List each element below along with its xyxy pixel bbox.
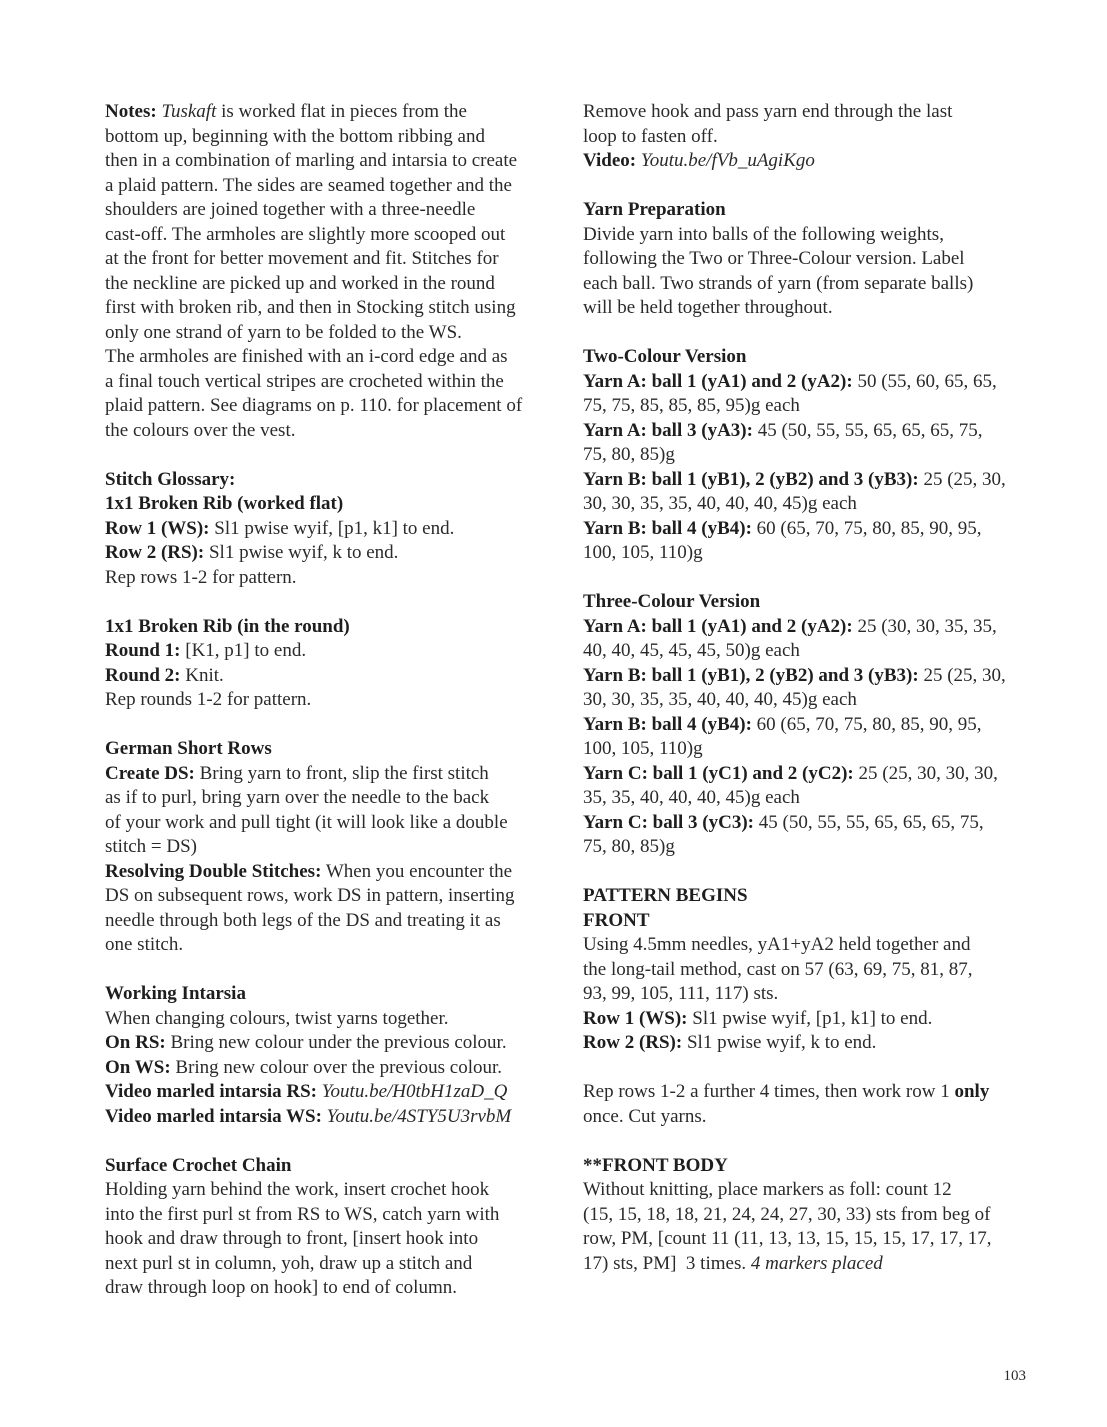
body-text: stitch = DS) <box>105 836 197 857</box>
emphasis-only: only <box>954 1081 990 1102</box>
yarn-weights: 25 (25, 30, <box>918 664 1006 686</box>
row-label: Row 2 (RS): <box>583 1032 683 1053</box>
video-link[interactable]: Youtu.be/fVb_uAgiKgo <box>636 150 815 171</box>
surface-crochet-section <box>105 1154 547 1301</box>
body-text: Rep rows 1-2 a further 4 times, then work row 1 <box>583 1081 955 1102</box>
body-text: the long-tail method, cast on 57 (63, 69, 75, 81, 87, <box>583 958 973 980</box>
notes-line: bottom up, beginning with the bottom ribbing and <box>105 125 485 147</box>
create-ds-label: Create DS: <box>105 762 195 784</box>
resolving-label: Resolving Double Stitches: <box>105 860 322 882</box>
page-number: 103 <box>1003 1368 1026 1384</box>
surface-crochet-heading: Surface Crochet Chain <box>105 1154 292 1176</box>
yarn-label: Yarn A: ball 1 (yA1) and 2 (yA2): <box>583 370 853 392</box>
body-text: When you encounter the <box>321 860 513 882</box>
row-label: Row 2 (RS): <box>105 542 205 563</box>
markers-placed-note: 4 markers placed <box>750 1252 883 1274</box>
row-text: Sl1 pwise wyif, k to end. <box>204 542 399 563</box>
body-text: Bring new colour under the previous colour. <box>165 1032 507 1053</box>
body-text: Using 4.5mm needles, yA1+yA2 held together and <box>583 934 971 955</box>
round-text: [K1, p1] to end. <box>180 640 307 661</box>
german-short-rows-heading: German Short Rows <box>105 738 272 759</box>
yarn-label: Yarn A: ball 1 (yA1) and 2 (yA2): <box>583 615 853 637</box>
yarn-weights: 45 (50, 55, 55, 65, 65, 65, 75, <box>754 811 984 833</box>
notes-line: only one strand of yarn to be folded to the WS. <box>105 321 462 343</box>
glossary-heading: Stitch Glossary: <box>105 468 236 490</box>
german-short-rows-section <box>105 737 547 958</box>
body-text: Bring yarn to front, slip the first stitch <box>194 762 489 784</box>
broken-rib-flat-heading: 1x1 Broken Rib (worked flat) <box>105 493 344 514</box>
yarn-preparation-section <box>583 198 1025 321</box>
body-text: 93, 99, 105, 111, 117) sts. <box>583 983 779 1004</box>
body-text: Holding yarn behind the work, insert crochet hook <box>105 1179 490 1200</box>
working-intarsia-heading: Working Intarsia <box>105 983 246 1004</box>
right-column <box>583 100 1025 1276</box>
three-colour-heading: Three-Colour Version <box>583 591 761 612</box>
row-label: Row 1 (WS): <box>105 517 210 539</box>
yarn-weights: 45 (50, 55, 55, 65, 65, 65, 75, <box>752 419 983 441</box>
front-body-heading: **FRONT BODY <box>583 1154 728 1176</box>
body-text: row, PM, [count 11 (11, 13, 13, 15, 15, 15, 17, 17, 17, <box>583 1228 992 1249</box>
crochet-continued <box>583 100 1025 174</box>
broken-rib-round-section <box>105 615 547 713</box>
yarn-label: Yarn A: ball 3 (yA3): <box>583 419 753 441</box>
yarn-weights: 60 (65, 70, 75, 80, 85, 90, 95, <box>751 713 982 735</box>
yarn-weights: 35, 35, 40, 40, 40, 45)g each <box>583 787 800 808</box>
body-text: When changing colours, twist yarns together. <box>105 1007 449 1029</box>
yarn-weights: 30, 30, 35, 35, 40, 40, 40, 45)g each <box>583 493 857 514</box>
round-label: Round 2: <box>105 664 181 686</box>
two-colour-section <box>583 345 1025 566</box>
yarn-label: Yarn B: ball 1 (yB1), 2 (yB2) and 3 (yB3): <box>583 664 919 686</box>
notes-line: a final touch vertical stripes are crocheted within the <box>105 370 504 392</box>
on-rs-label: On RS: <box>105 1032 166 1053</box>
yarn-weights: 75, 80, 85)g <box>583 836 675 857</box>
repeat-instruction: Rep rounds 1-2 for pattern. <box>105 689 312 710</box>
notes-line: cast-off. The armholes are slightly more scooped out <box>105 223 506 245</box>
video-rs-link[interactable]: Youtu.be/H0tbH1zaD_Q <box>316 1081 508 1102</box>
front-heading: FRONT <box>583 909 650 931</box>
yarn-weights: 50 (55, 60, 65, 65, <box>852 370 997 392</box>
body-text: will be held together throughout. <box>583 297 833 318</box>
notes-line: then in a combination of marling and intarsia to create <box>105 150 518 171</box>
two-colour-heading: Two-Colour Version <box>583 346 747 367</box>
body-text: hook and draw through to front, [insert hook into <box>105 1228 479 1249</box>
notes-line: at the front for better movement and fit. Stitches for <box>105 248 499 269</box>
video-rs-label: Video marled intarsia RS: <box>105 1081 317 1102</box>
working-intarsia-section <box>105 982 547 1129</box>
yarn-weights: 100, 105, 110)g <box>583 738 703 759</box>
body-text: Bring new colour over the previous colour. <box>170 1056 503 1078</box>
round-text: Knit. <box>180 664 224 686</box>
row-text: Sl1 pwise wyif, [p1, k1] to end. <box>209 517 455 539</box>
video-ws-label: Video marled intarsia WS: <box>105 1105 322 1127</box>
pattern-begins-section <box>583 884 1025 1129</box>
row-label: Row 1 (WS): <box>583 1007 688 1029</box>
notes-line: plaid pattern. See diagrams on p. 110. for placement of <box>105 395 523 416</box>
front-body-section <box>583 1154 1025 1277</box>
three-colour-section <box>583 590 1025 860</box>
body-text: into the first purl st from RS to WS, catch yarn with <box>105 1203 500 1225</box>
yarn-weights: 100, 105, 110)g <box>583 542 703 563</box>
body-text: Remove hook and pass yarn end through the last <box>583 101 953 122</box>
notes-title-italic: Tuskaft <box>161 101 217 122</box>
yarn-label: Yarn C: ball 3 (yC3): <box>583 811 754 833</box>
body-text: of your work and pull tight (it will look like a double <box>105 811 508 833</box>
yarn-preparation-heading: Yarn Preparation <box>583 199 726 220</box>
body-text: loop to fasten off. <box>583 125 718 147</box>
body-text: needle through both legs of the DS and treating it as <box>105 909 501 931</box>
body-text: one stitch. <box>105 934 184 955</box>
notes-line: shoulders are joined together with a three-needle <box>105 199 476 220</box>
body-text: once. Cut yarns. <box>583 1105 707 1127</box>
row-text: Sl1 pwise wyif, k to end. <box>682 1032 877 1053</box>
notes-line: is worked flat in pieces from the <box>216 101 467 122</box>
body-text: draw through loop on hook] to end of column. <box>105 1277 457 1298</box>
broken-rib-round-heading: 1x1 Broken Rib (in the round) <box>105 615 350 637</box>
left-column <box>105 100 547 1301</box>
body-text: 17) sts, PM] 3 times. <box>583 1252 751 1274</box>
yarn-label: Yarn B: ball 1 (yB1), 2 (yB2) and 3 (yB3): <box>583 468 919 490</box>
yarn-weights: 25 (25, 30, <box>918 468 1006 490</box>
yarn-weights: 60 (65, 70, 75, 80, 85, 90, 95, <box>751 517 982 539</box>
notes-line: a plaid pattern. The sides are seamed together and the <box>105 174 512 196</box>
yarn-label: Yarn B: ball 4 (yB4): <box>583 517 752 539</box>
video-label: Video: <box>583 150 637 171</box>
body-text: DS on subsequent rows, work DS in pattern, inserting <box>105 885 515 906</box>
yarn-label: Yarn B: ball 4 (yB4): <box>583 713 752 735</box>
repeat-instruction: Rep rows 1-2 for pattern. <box>105 566 297 588</box>
yarn-weights: 75, 75, 85, 85, 85, 95)g each <box>583 395 800 416</box>
notes-line: first with broken rib, and then in Stocking stitch using <box>105 297 516 318</box>
yarn-weights: 75, 80, 85)g <box>583 444 675 465</box>
body-text: following the Two or Three-Colour version. Label <box>583 248 965 269</box>
row-text: Sl1 pwise wyif, [p1, k1] to end. <box>687 1007 933 1029</box>
body-text: Divide yarn into balls of the following weights, <box>583 223 944 245</box>
yarn-label: Yarn C: ball 1 (yC1) and 2 (yC2): <box>583 762 854 784</box>
yarn-weights: 25 (30, 30, 35, 35, <box>852 615 997 637</box>
stitch-glossary-section <box>105 468 547 591</box>
body-text: next purl st in column, yoh, draw up a stitch and <box>105 1252 473 1274</box>
round-label: Round 1: <box>105 640 181 661</box>
yarn-weights: 40, 40, 45, 45, 45, 50)g each <box>583 640 800 661</box>
notes-line: the neckline are picked up and worked in the round <box>105 272 495 294</box>
yarn-weights: 25 (25, 30, 30, 30, <box>853 762 998 784</box>
pattern-begins-heading: PATTERN BEGINS <box>583 885 748 906</box>
notes-section <box>105 100 547 443</box>
body-text: (15, 15, 18, 18, 21, 24, 24, 27, 30, 33) sts from beg of <box>583 1203 991 1225</box>
notes-line: The armholes are finished with an i-cord edge and as <box>105 346 508 367</box>
body-text: Without knitting, place markers as foll: count 12 <box>583 1179 952 1200</box>
notes-line: the colours over the vest. <box>105 419 296 441</box>
body-text: each ball. Two strands of yarn (from separate balls) <box>583 272 974 294</box>
yarn-weights: 30, 30, 35, 35, 40, 40, 40, 45)g each <box>583 689 857 710</box>
on-ws-label: On WS: <box>105 1056 171 1078</box>
video-ws-link[interactable]: Youtu.be/4STY5U3rvbM <box>321 1105 512 1127</box>
body-text: as if to purl, bring yarn over the needle to the back <box>105 787 490 808</box>
notes-heading: Notes: <box>105 101 157 122</box>
